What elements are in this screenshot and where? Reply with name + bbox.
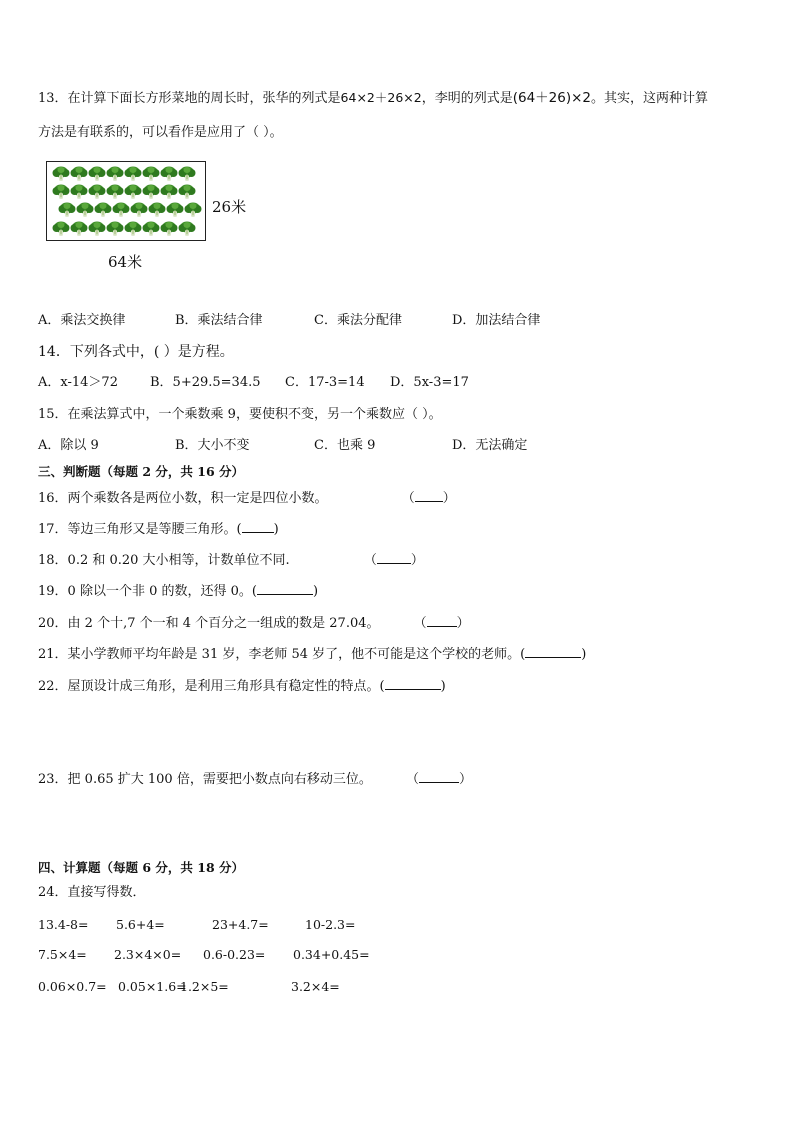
q13-option-c[interactable]: C．乘法分配律 [314,313,402,328]
judge-22-text: 22．屋顶设计成三角形，是利用三角形具有稳定性的特点。 [38,679,380,694]
q14-option-d[interactable]: D．5x-3=17 [390,375,469,390]
judge-item-18 [38,551,424,570]
judge-23-text: 23．把 0.65 扩大 100 倍，需要把小数点向右移动三位。 [38,772,372,787]
q14-options [38,374,758,392]
answer-paren-20[interactable]: （ ） [413,616,470,631]
q13-formula-zhanghua: 64×2＋26×2 [340,90,422,105]
calc-item: 13.4-8= [38,917,89,932]
calc-item: 0.06×0.7= [38,979,107,994]
q15-option-a[interactable]: A．除以 9 [38,438,99,453]
vegetable-plot-image [52,165,202,239]
calc-item: 5.6+4= [116,917,165,932]
section-calculation-title: 四、计算题（每题 6 分，共 18 分） [38,860,245,875]
answer-paren-22[interactable]: ( ) [379,679,446,694]
q13-option-d[interactable]: D．加法结合律 [452,313,541,328]
q13-text-c: 。其实，这两种计算 [591,91,709,106]
answer-paren-17[interactable]: ( ) [236,522,279,537]
judge-item-19 [38,582,318,601]
answer-paren-23[interactable]: （ ） [405,772,473,787]
q15-option-c[interactable]: C．也乘 9 [314,438,376,453]
calc-item: 3.2×4= [291,979,340,994]
calc-item: 7.5×4= [38,947,87,962]
judge-item-20 [38,614,470,633]
judge-item-23 [38,770,472,789]
plot-height-label: 26米 [212,198,247,216]
judge-item-16 [38,489,456,508]
calc-item: 23+4.7= [212,917,269,932]
calc-item: 0.6-0.23= [203,947,266,962]
q15-stem: 15．在乘法算式中，一个乘数乘 9，要使积不变，另一个乘数应（ ）。 [38,407,442,422]
q13-options [38,312,758,330]
q13-option-b[interactable]: B．乘法结合律 [175,313,263,328]
q15-option-d[interactable]: D．无法确定 [452,438,528,453]
calc-item: 0.34+0.45= [293,947,370,962]
judge-17-text: 17．等边三角形又是等腰三角形。 [38,522,237,537]
q13-text-b: ，李明的列式是 [421,91,513,106]
answer-paren-19[interactable]: ( ) [251,584,319,599]
answer-paren-18[interactable]: （ ） [363,553,424,568]
q13-text-a: 13．在计算下面长方形菜地的周长时，张华的列式是 [38,91,341,106]
answer-paren-21[interactable]: ( ) [520,647,587,662]
judge-item-17 [38,520,279,539]
judge-18-text: 18．0.2 和 0.20 大小相等，计数单位不同. [38,553,290,568]
judge-19-text: 19．0 除以一个非 0 的数，还得 0。 [38,584,252,599]
judge-item-22 [38,677,446,696]
q13-formula-liming: (64＋26)×2 [512,90,592,106]
q13-option-a[interactable]: A．乘法交换律 [38,313,126,328]
judge-21-text: 21．某小学教师平均年龄是 31 岁，李老师 54 岁了，他不可能是这个学校的老师。 [38,647,521,662]
judge-16-text: 16．两个乘数各是两位小数，积一定是四位小数。 [38,491,328,506]
q15-options [38,437,758,455]
judge-item-21 [38,645,586,664]
plot-width-label: 64米 [108,253,143,271]
calc-item: 2.3×4×0= [114,947,182,962]
q13-line1 [38,89,708,108]
calc-item: 1.2×5= [180,979,229,994]
q14-option-a[interactable]: A．x-14＞72 [38,375,118,390]
calc-item: 10-2.3= [305,917,356,932]
q14-option-c[interactable]: C．17-3=14 [285,375,365,390]
judge-20-text: 20．由 2 个十,7 个一和 4 个百分之一组成的数是 27.04。 [38,616,380,631]
answer-paren-16[interactable]: （ ） [401,491,456,506]
q14-option-b[interactable]: B．5+29.5=34.5 [150,375,261,390]
q15-option-b[interactable]: B．大小不变 [175,438,250,453]
q24-stem: 24．直接写得数． [38,885,146,900]
calc-item: 0.05×1.6= [118,979,187,994]
q14-stem: 14．下列各式中，( ）是方程。 [38,344,234,360]
q13-line2: 方法是有联系的，可以看作是应用了（ ）。 [38,125,283,140]
section-judgement-title: 三、判断题（每题 2 分，共 16 分） [38,464,245,479]
